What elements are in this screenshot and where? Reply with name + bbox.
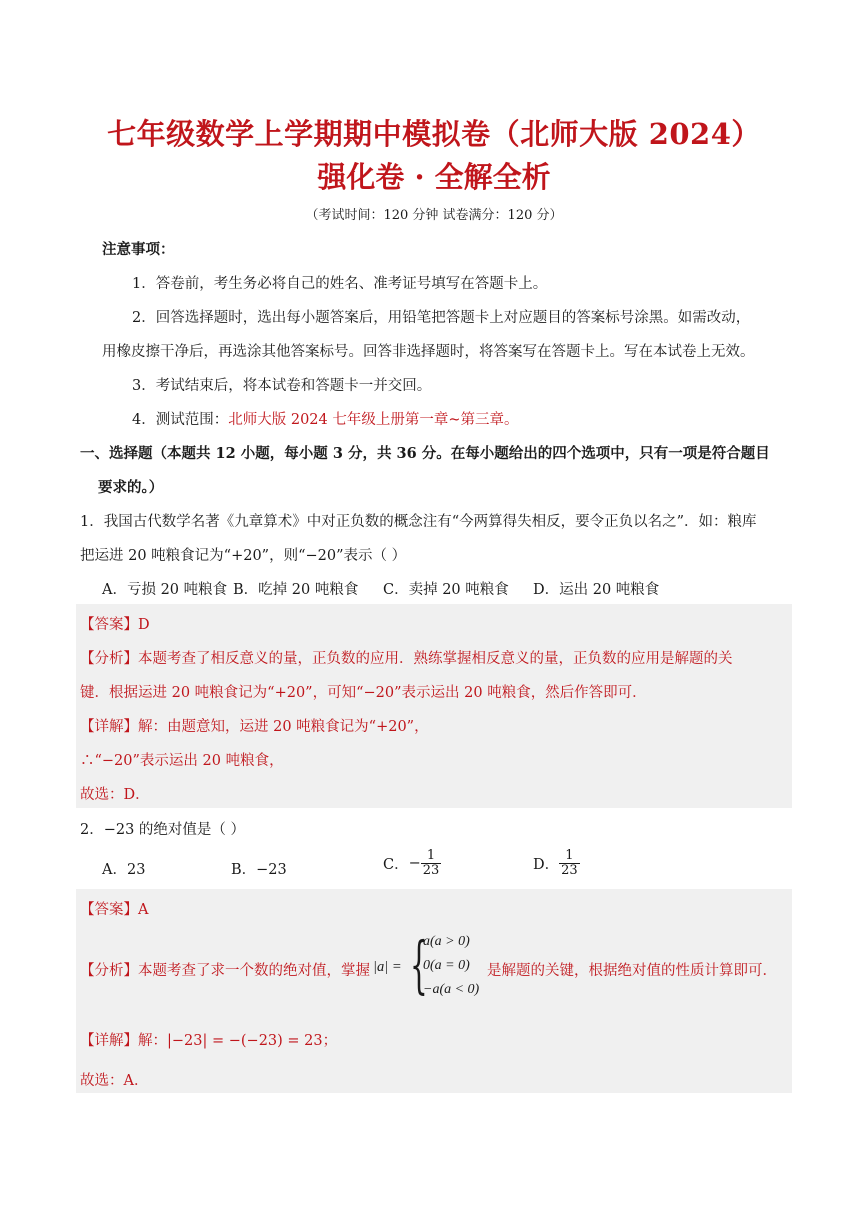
q2-option-c-fraction bbox=[421, 849, 442, 878]
q2-answer: 【答案】A bbox=[80, 902, 149, 918]
abs-case-positive: a(a > 0) bbox=[423, 934, 470, 949]
notice-item-3: 3．考试结束后，将本试卷和答题卡一并交回。 bbox=[132, 378, 432, 394]
q1-detail-line-2: ∴“−20”表示运出 20 吨粮食， bbox=[80, 753, 284, 769]
q1-stem-line-2: 把运进 20 吨粮食记为“+20”，则“−20”表示（ ） bbox=[80, 548, 407, 564]
abs-case-negative: −a(a < 0) bbox=[423, 982, 480, 997]
q1-conclusion: 故选：D． bbox=[80, 787, 150, 803]
notice-item-2-line-2: 用橡皮擦干净后，再选涂其他答案标号。回答非选择题时，将答案写在答题卡上。写在本试卷上无效。 bbox=[102, 344, 755, 360]
q2-detail: 【详解】解：|−23| = −(−23) = 23； bbox=[80, 1033, 338, 1049]
q2-option-d-fraction bbox=[559, 849, 580, 878]
q1-stem-line-1: 1．我国古代数学名著《九章算术》中对正负数的概念注有“今两算得失相反，要令正负以名之”．如：粮库 bbox=[80, 514, 757, 530]
q1-detail-line-1: 【详解】解：由题意知，运进 20 吨粮食记为“+20”， bbox=[80, 719, 429, 735]
document-subtitle: 强化卷 · 全解全析 bbox=[317, 160, 551, 194]
abs-value-expression: |a| = bbox=[373, 959, 402, 975]
q2-option-b: B．−23 bbox=[231, 862, 287, 878]
q2-conclusion: 故选：A． bbox=[80, 1073, 149, 1089]
q2-option-c-label: C． bbox=[383, 857, 409, 873]
notice-item-4 bbox=[132, 408, 519, 429]
q1-option-d: D．运出 20 吨粮食 bbox=[533, 582, 660, 598]
section-1-heading-line-2: 要求的。） bbox=[98, 479, 164, 496]
q1-answer: 【答案】D bbox=[80, 617, 150, 633]
abs-case-zero: 0(a = 0) bbox=[423, 958, 470, 973]
section-1-heading-line-1: 一、选择题（本题共 12 小题，每小题 3 分，共 36 分。在每小题给出的四个选项中，只有一项是符合题目 bbox=[80, 445, 770, 462]
q2-analysis-suffix: 是解题的关键，根据绝对值的性质计算即可． bbox=[487, 963, 777, 979]
exam-meta: （考试时间：120 分钟 试卷满分：120 分） bbox=[305, 208, 563, 223]
q2-option-a: A．23 bbox=[102, 862, 146, 878]
q2-option-c bbox=[383, 849, 441, 878]
q2-analysis-prefix: 【分析】本题考查了求一个数的绝对值，掌握 bbox=[80, 963, 370, 979]
notice-item-4-prefix: 4．测试范围： bbox=[132, 412, 229, 428]
q1-option-c: C．卖掉 20 吨粮食 bbox=[383, 582, 509, 598]
notice-item-2-line-1: 2．回答选择题时，选出每小题答案后，用铅笔把答题卡上对应题目的答案标号涂黑。如需改动， bbox=[132, 310, 751, 326]
q2-option-d-label: D． bbox=[533, 857, 560, 873]
q1-option-a: A．亏损 20 吨粮食 bbox=[102, 582, 228, 598]
q2-option-c-numerator: 1 bbox=[421, 849, 442, 864]
q2-option-c-denominator: 23 bbox=[422, 863, 440, 878]
document-title: 七年级数学上学期期中模拟卷（北师大版 2024） bbox=[107, 117, 761, 151]
q2-option-d bbox=[533, 849, 580, 878]
q2-option-d-numerator: 1 bbox=[559, 849, 580, 864]
q2-option-c-sign: − bbox=[408, 855, 421, 872]
left-brace-icon: { bbox=[410, 928, 428, 1001]
notice-heading: 注意事项： bbox=[102, 241, 175, 258]
notice-item-4-scope: 北师大版 2024 七年级上册第一章~第三章。 bbox=[228, 412, 519, 428]
q2-stem: 2．−23 的绝对值是（ ） bbox=[80, 822, 246, 838]
notice-item-1: 1．答卷前，考生务必将自己的姓名、准考证号填写在答题卡上。 bbox=[132, 276, 548, 292]
q1-analysis-line-2: 键．根据运进 20 吨粮食记为“+20”，可知“−20”表示运出 20 吨粮食，然后作答即可． bbox=[80, 685, 647, 701]
q2-option-d-denominator: 23 bbox=[561, 863, 578, 878]
q1-option-b: B．吃掉 20 吨粮食 bbox=[233, 582, 359, 598]
q1-analysis-line-1: 【分析】本题考查了相反意义的量，正负数的应用．熟练掌握相反意义的量，正负数的应用是解题的关 bbox=[80, 651, 733, 667]
q1-solution-box bbox=[76, 604, 792, 808]
